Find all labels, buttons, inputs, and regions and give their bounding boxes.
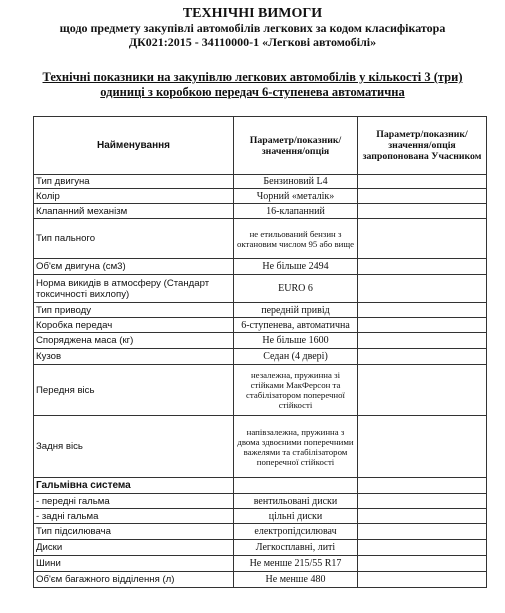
table-row <box>34 318 487 333</box>
row-name: Об'єм двигуна (см3) <box>34 259 234 275</box>
row-value: Чорний «металік» <box>234 189 358 204</box>
table-row <box>34 175 487 189</box>
table-row <box>34 524 487 540</box>
row-name: - передні гальма <box>34 494 234 509</box>
document-subject-line: щодо предмету закупівлі автомобілів легкових за кодом класифікатора <box>59 21 446 35</box>
table-row <box>34 204 487 219</box>
row-value: 16-клапанний <box>234 204 358 219</box>
row-offer-cell <box>358 478 487 494</box>
row-value: не етильований бензин з октановим числом 95 або вище <box>234 219 358 259</box>
row-value: Не менше 480 <box>234 572 358 588</box>
row-offer-cell <box>358 303 487 318</box>
section-name: Гальмівна система <box>34 478 234 494</box>
row-offer-cell <box>358 416 487 478</box>
row-value: вентильовані диски <box>234 494 358 509</box>
column-header-parameter: Параметр/показник/ значення/опція <box>234 117 358 175</box>
table-row <box>34 275 487 303</box>
row-name: Колір <box>34 189 234 204</box>
row-name: Клапанний механізм <box>34 204 234 219</box>
table-row <box>34 572 487 588</box>
row-name: Передня вісь <box>34 365 234 416</box>
column-header-offered: Параметр/показник/ значення/опція запропонована Учасником <box>358 117 487 175</box>
row-offer-cell <box>358 540 487 556</box>
table-row <box>34 494 487 509</box>
row-value: EURO 6 <box>234 275 358 303</box>
row-offer-cell <box>358 556 487 572</box>
row-offer-cell <box>358 572 487 588</box>
document-title: ТЕХНІЧНІ ВИМОГИ <box>182 6 323 21</box>
row-value: Не менше 215/55 R17 <box>234 556 358 572</box>
row-name: Об'єм багажного відділення (л) <box>34 572 234 588</box>
row-offer-cell <box>358 365 487 416</box>
table-row <box>34 365 487 416</box>
document-classifier-line: ДК021:2015 - 34110000-1 «Легкові автомобілі» <box>128 35 377 49</box>
row-offer-cell <box>358 204 487 219</box>
row-name: Тип пального <box>34 219 234 259</box>
row-offer-cell <box>358 189 487 204</box>
table-row <box>34 303 487 318</box>
row-name: Споряджена маса (кг) <box>34 333 234 349</box>
row-value: Бензиновий L4 <box>234 175 358 189</box>
column-header-name: Найменування <box>34 117 234 175</box>
row-name: Коробка передач <box>34 318 234 333</box>
table-header-row <box>34 117 487 175</box>
row-value: Не більше 1600 <box>234 333 358 349</box>
table-row <box>34 259 487 275</box>
row-name: Тип приводу <box>34 303 234 318</box>
row-offer-cell <box>358 318 487 333</box>
row-value: передній привід <box>234 303 358 318</box>
requirements-table <box>33 116 487 588</box>
row-name: Тип двигуна <box>34 175 234 189</box>
row-value: електропідсилювач <box>234 524 358 540</box>
row-offer-cell <box>358 259 487 275</box>
table-row <box>34 219 487 259</box>
row-name: Норма викидів в атмосферу (Стандарт токсичності вихлопу) <box>34 275 234 303</box>
row-name: Кузов <box>34 349 234 365</box>
row-offer-cell <box>358 175 487 189</box>
row-value: Не більше 2494 <box>234 259 358 275</box>
table-row <box>34 416 487 478</box>
table-row <box>34 540 487 556</box>
row-value: напівзалежна, пружинна з двома здвоєними поперечними важелями та стабілізатором поперечної стійкості <box>234 416 358 478</box>
row-value: 6-ступенева, автоматична <box>234 318 358 333</box>
table-section-row <box>34 478 487 494</box>
table-row <box>34 556 487 572</box>
row-offer-cell <box>358 333 487 349</box>
table-row <box>34 333 487 349</box>
row-value: цільні диски <box>234 509 358 524</box>
row-name: Диски <box>34 540 234 556</box>
row-name: - задні гальма <box>34 509 234 524</box>
row-name: Шини <box>34 556 234 572</box>
table-heading-line-1: Технічні показники на закупівлю легкових автомобілів у кількості 3 (три) <box>42 70 463 84</box>
row-value: незалежна, пружинна зі стійками МакФерсон та стабілізатором поперечної стійкості <box>234 365 358 416</box>
row-offer-cell <box>358 349 487 365</box>
row-offer-cell <box>358 524 487 540</box>
table-row <box>34 189 487 204</box>
table-heading-line-2: одиниці з коробкою передач 6-ступенева автоматична <box>100 85 405 99</box>
row-offer-cell <box>358 494 487 509</box>
row-offer-cell <box>358 509 487 524</box>
row-offer-cell <box>358 219 487 259</box>
row-value: Легкосплавні, литі <box>234 540 358 556</box>
table-row <box>34 509 487 524</box>
row-offer-cell <box>358 275 487 303</box>
row-value: Седан (4 двері) <box>234 349 358 365</box>
row-value <box>234 478 358 494</box>
table-row <box>34 349 487 365</box>
row-name: Задня вісь <box>34 416 234 478</box>
row-name: Тип підсилювача <box>34 524 234 540</box>
